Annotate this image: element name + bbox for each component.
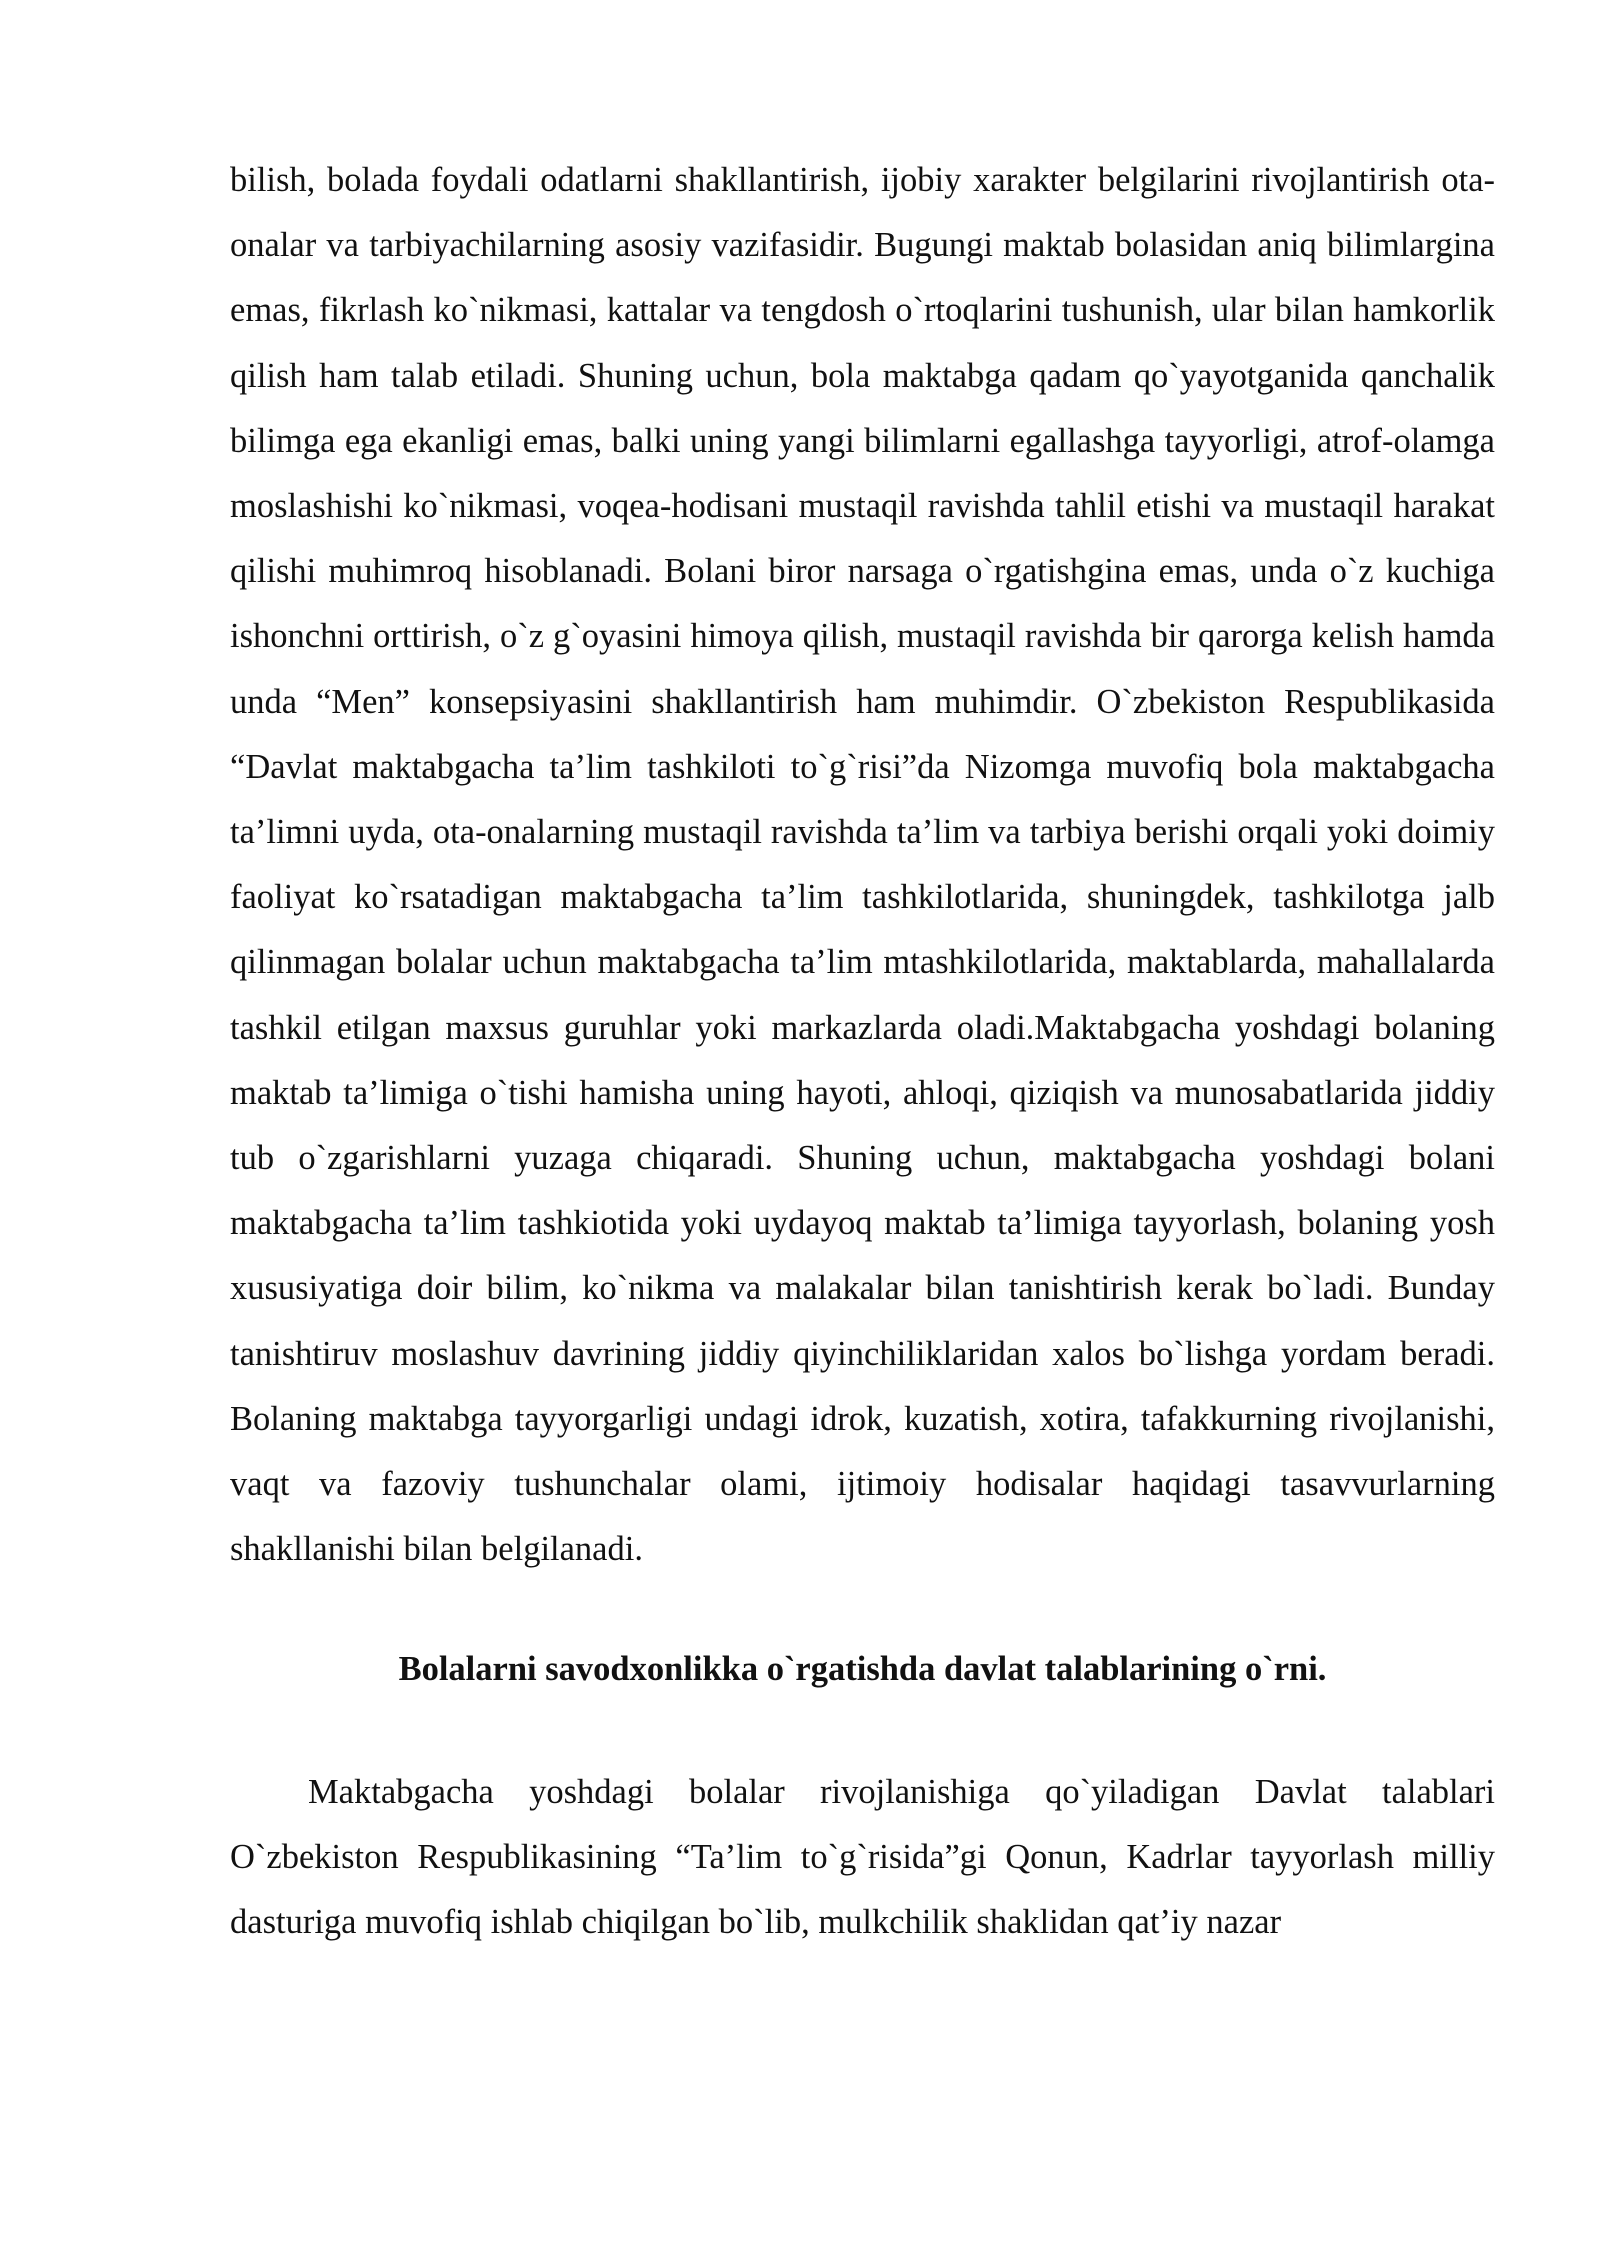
spacer (230, 1703, 1495, 1760)
document-page (230, 148, 1495, 1955)
spacer (230, 1582, 1495, 1637)
body-paragraph: Maktabgacha yoshdagi bolalar rivojlanishiga qo`yiladigan Davlat talablari O`zbekiston Respublikasining “Ta’lim to`g`risida”gi Qonun, Kadrlar tayyorlash milliy dasturiga muvofiq ishlab chiqilgan bo`lib, mulkchilik shaklidan qat’iy nazar (230, 1772, 1495, 1942)
body-paragraph: bilish, bolada foydali odatlarni shakllantirish, ijobiy xarakter belgilarini rivojlantirish ota-onalar va tarbiyachilarning asosiy vazifasidir. Bugungi maktab bolasidan aniq bilimlargina emas, fikrlash ko`nikmasi, kattalar va tengdosh o`rtoqlarini tushunish, ular bilan hamkorlik qilish ham talab etiladi. Shuning uchun, bola maktabga qadam qo`yayotganida qanchalik bilimga ega ekanligi emas, balki uning yangi bilimlarni egallashga tayyorligi, atrof-olamga moslashishi ko`nikmasi, voqea-hodisani mustaqil ravishda tahlil etishi va mustaqil harakat qilishi muhimroq hisoblanadi. Bolani biror narsaga o`rgatishgina emas, unda o`z kuchiga ishonchni orttirish, o`z g`oyasini himoya qilish, mustaqil ravishda bir qarorga kelish hamda unda “Men” konsepsiyasini shakllantirish ham muhimdir. O`zbekiston Respublikasida “Davlat maktabgacha ta’lim tashkiloti to`g`risi”da Nizomga muvofiq bola maktabgacha ta’limni uyda, ota-onalarning mustaqil ravishda ta’lim va tarbiya berishi orqali yoki doimiy faoliyat ko`rsatadigan maktabgacha ta’lim tashkilotlarida, shuningdek, tashkilotga jalb qilinmagan bolalar uchun maktabgacha ta’lim mtashkilotlarida, maktablarda, mahallalarda tashkil etilgan maxsus guruhlar yoki markazlarda oladi.Maktabgacha yoshdagi bolaning maktab ta’limiga o`tishi hamisha uning hayoti, ahloqi, qiziqish va munosabatlarida jiddiy tub o`zgarishlarni yuzaga chiqaradi. Shuning uchun, maktabgacha yoshdagi bolani maktabgacha ta’lim tashkiotida yoki uydayoq maktab ta’limiga tayyorlash, bolaning yosh xususiyatiga doir bilim, ko`nikma va malakalar bilan tanishtirish kerak bo`ladi. Bunday tanishtiruv moslashuv davrining jiddiy qiyinchiliklaridan xalos bo`lishga yordam beradi. Bolaning maktabga tayyorgarligi undagi idrok, kuzatish, xotira, tafakkurning rivojlanishi, vaqt va fazoviy tushunchalar olami, ijtimoiy hodisalar haqidagi tasavvurlarning shakllanishi bilan belgilanadi. (230, 161, 1495, 1569)
section-heading: Bolalarni savodxonlikka o`rgatishda davlat talablarining o`rni. (398, 1650, 1327, 1689)
